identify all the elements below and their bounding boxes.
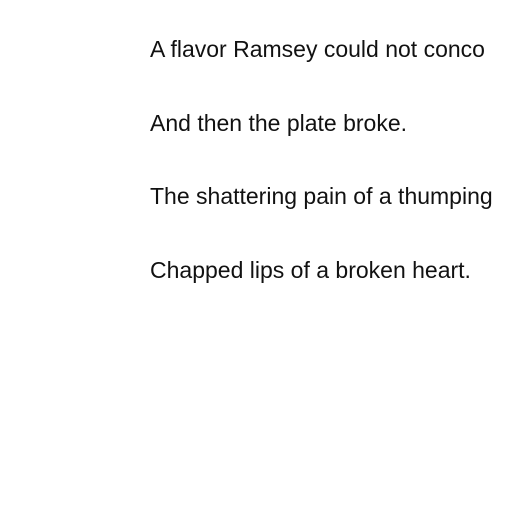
poem-line-1: A flavor Ramsey could not conco (150, 36, 485, 62)
poem-line-3: The shattering pain of a thumping (150, 183, 493, 209)
poem-line-4: Chapped lips of a broken heart. (150, 257, 471, 283)
poem-line-2: And then the plate broke. (150, 110, 408, 136)
